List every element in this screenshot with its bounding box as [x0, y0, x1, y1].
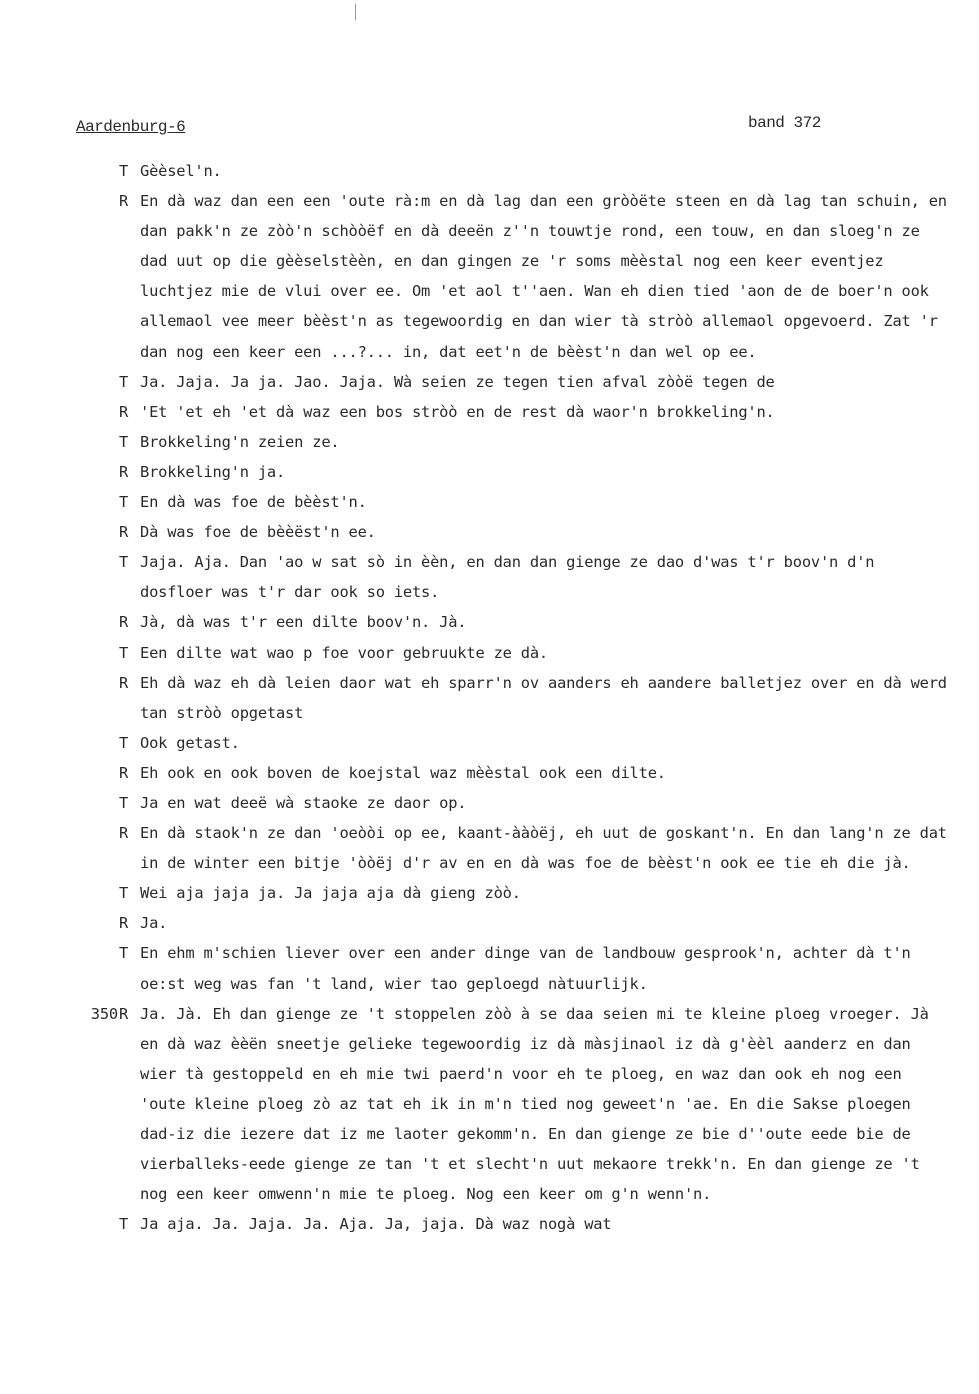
transcript-turn: [74, 1209, 954, 1239]
speaker-label: T: [119, 733, 129, 752]
utterance-text: 'Et 'et eh 'et dà waz een bos stròò en de rest dà waor'n brokkeling'n.: [140, 402, 775, 421]
location-title: Aardenburg-6: [76, 118, 186, 136]
speaker-label: T: [119, 1215, 129, 1234]
transcript-turn: [74, 156, 954, 186]
transcript-turn: [74, 908, 954, 938]
transcript-turn: [74, 547, 954, 607]
transcript-turn: [74, 457, 954, 487]
transcript-turn: [74, 728, 954, 758]
utterance-text: Gèèsel'n.: [140, 162, 222, 180]
speaker-label: R: [119, 192, 129, 211]
line-number: 350: [90, 1004, 118, 1023]
transcript-turn: [74, 999, 954, 1210]
utterance-text: Eh dà waz eh dà leien daor wat eh sparr'n ov aanders eh aandere balletjez over en dà werd tan stròò opgetast: [140, 673, 947, 722]
transcript-turn: [74, 878, 954, 908]
transcript-turn: [74, 517, 954, 547]
speaker-label: R: [119, 462, 129, 481]
transcript-turn: [74, 818, 954, 878]
speaker-label: R: [119, 523, 129, 542]
utterance-text: En ehm m'schien liever over een ander dinge van de landbouw gesprook'n, achter dà t'n oe:st weg was fan 't land, wier tao geploegd nàtuurlijk.: [140, 944, 911, 993]
transcript-turn: [74, 668, 954, 728]
speaker-label: R: [119, 673, 129, 692]
utterance-text: Een dilte wat wao p foe voor gebruukte ze dà.: [140, 643, 548, 662]
band-number: band 372: [748, 114, 821, 132]
utterance-text: En dà staok'n ze dan 'oeòòi op ee, kaant-ààòëj, eh uut de goskant'n. En dan lang'n ze dat in de winter een bitje 'òòëj d'r av en en dà was foe de bèèst'n ook ee tie eh die jà.: [140, 824, 947, 873]
utterance-text: Eh ook en ook boven de koejstal waz mèèstal ook een dilte.: [140, 763, 666, 782]
utterance-text: Ja. Jà. Eh dan gienge ze 't stoppelen zòò à se daa seien mi te kleine ploeg vroeger. Jà en dà waz èèën sneetje gelieke tegewoordig iz dà màsjinaol iz dà g'èèl aanderz en dan wier tà gestoppeld en eh mie twi paerd'n voor eh te ploeg, en waz dan ook eh nog een 'oute kleine ploeg zò az tat eh ik in m'n tied nog geweet'n 'ae. En die Sakse ploegen dad-iz die iezere dat iz me laoter gekomm'n. En dan gienge ze bie d''oute eede bie de vierballeks-eede gienge ze tan 't et slecht'n uut mekaore trekk'n. En dan gienge ze 't nog een keer omwenn'n mie te ploeg. Nog een keer om g'n wenn'n.: [140, 1004, 929, 1204]
transcript-turn: [74, 938, 954, 998]
transcript-turn: [74, 397, 954, 427]
utterance-text: Jà, dà was t'r een dilte boov'n. Jà.: [140, 613, 467, 632]
utterance-text: Jaja. Aja. Dan 'ao w sat sò in èèn, en dan dan gienge ze dao d'was t'r boov'n d'n dosfloer was t'r dar ook so iets.: [140, 553, 875, 602]
transcript-turn: [74, 758, 954, 788]
speaker-label: R: [119, 824, 129, 843]
transcript-turn: [74, 638, 954, 668]
transcript-turn: [74, 607, 954, 637]
transcript-turn: [74, 186, 954, 367]
speaker-label: T: [119, 432, 129, 451]
speaker-label: R: [119, 402, 129, 421]
speaker-label: T: [119, 643, 129, 662]
speaker-label: T: [119, 884, 129, 903]
utterance-text: En dà was foe de bèèst'n.: [140, 493, 367, 512]
transcript-turn: [74, 487, 954, 517]
speaker-label: R: [119, 613, 129, 632]
speaker-label: R: [119, 1004, 129, 1023]
top-margin-mark: [355, 4, 356, 20]
utterance-text: Ja.: [140, 914, 168, 933]
utterance-text: Wei aja jaja ja. Ja jaja aja dà gieng zòò.: [140, 884, 521, 903]
transcript-turn: [74, 367, 954, 397]
utterance-text: Dà was foe de bèèëst'n ee.: [140, 523, 376, 542]
utterance-text: Brokkeling'n ja.: [140, 462, 286, 481]
transcript-turn: [74, 427, 954, 457]
transcript: [74, 156, 954, 1239]
speaker-label: T: [119, 372, 129, 391]
transcript-turn: [74, 788, 954, 818]
speaker-label: T: [119, 553, 129, 572]
speaker-label: T: [119, 162, 129, 180]
utterance-text: Brokkeling'n zeien ze.: [140, 432, 340, 451]
speaker-label: T: [119, 944, 129, 963]
speaker-label: T: [119, 793, 129, 812]
utterance-text: Ook getast.: [140, 733, 240, 752]
utterance-text: Ja en wat deeë wà staoke ze daor op.: [140, 793, 467, 812]
speaker-label: R: [119, 763, 129, 782]
speaker-label: T: [119, 493, 129, 512]
speaker-label: R: [119, 914, 129, 933]
utterance-text: En dà waz dan een een 'oute rà:m en dà lag dan een gròòëte steen en dà lag tan schuin, en dan pakk'n ze zòò'n schòòëf en dà deeën z''n touwtje rond, een touw, en dan sloeg'n ze dad uut op die gèèselstèèn, en dan gingen ze 'r soms mèèstal nog een keer eventjez luchtjez mie de vlui over ee. Om 'et aol t''aen. Wan eh dien tied 'aon de de boer'n ook allemaol vee meer bèèst'n as tegewoordig en dan wier tà stròò allemaol opgevoerd. Zat 'r dan nog een keer een ...?... in, dat eet'n de bèèst'n dan wel op ee.: [140, 192, 947, 361]
utterance-text: Ja. Jaja. Ja ja. Jao. Jaja. Wà seien ze tegen tien afval zòòë tegen de: [140, 372, 775, 391]
utterance-text: Ja aja. Ja. Jaja. Ja. Aja. Ja, jaja. Dà waz nogà wat: [140, 1215, 612, 1234]
